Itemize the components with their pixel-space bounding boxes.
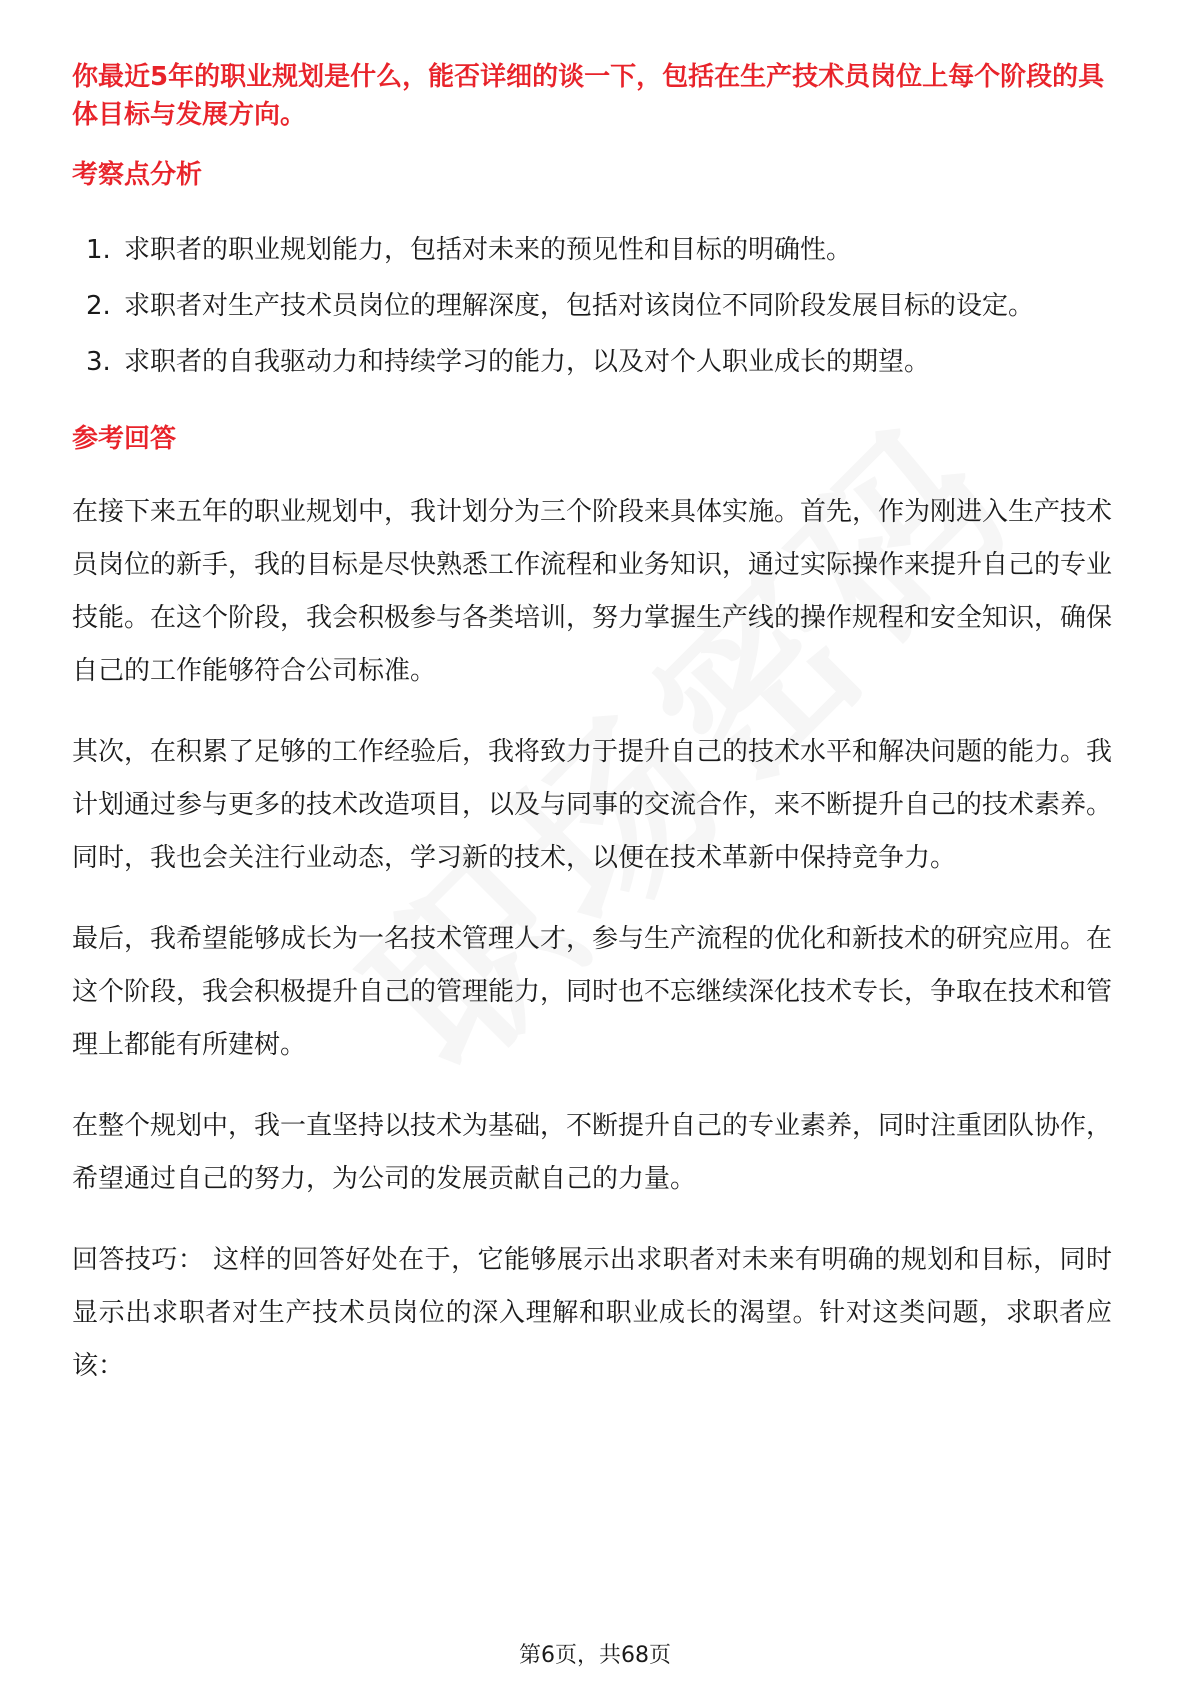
list-item-text: 求职者对生产技术员岗位的理解深度，包括对该岗位不同阶段发展目标的设定。 <box>124 291 1035 321</box>
list-item <box>72 278 1112 334</box>
list-number: 3. <box>86 347 111 377</box>
list-item-text: 求职者的职业规划能力，包括对未来的预见性和目标的明确性。 <box>124 235 853 265</box>
list-item <box>72 334 1112 390</box>
list-item-text: 求职者的自我驱动力和持续学习的能力，以及对个人职业成长的期望。 <box>124 347 931 377</box>
answer-tips-paragraph: 回答技巧： 这样的回答好处在于，它能够展示出求职者对未来有明确的规划和目标，同时显示出求职者对生产技术员岗位的深入理解和职业成长的渴望。针对这类问题，求职者应该： <box>72 1245 1112 1381</box>
question-heading: 你最近5年的职业规划是什么，能否详细的谈一下，包括在生产技术员岗位上每个阶段的具体目标与发展方向。 <box>72 62 1105 130</box>
list-item <box>72 222 1112 278</box>
answer-paragraph: 在接下来五年的职业规划中，我计划分为三个阶段来具体实施。首先，作为刚进入生产技术员岗位的新手，我的目标是尽快熟悉工作流程和业务知识，通过实际操作来提升自己的专业技能。在这个阶段，我会积极参与各类培训，努力掌握生产线的操作规程和安全知识，确保自己的工作能够符合公司标准。 <box>72 497 1113 686</box>
analysis-list <box>72 222 1112 390</box>
answer-title: 参考回答 <box>72 424 177 454</box>
analysis-title: 考察点分析 <box>72 160 203 190</box>
list-number: 2. <box>86 291 111 321</box>
document-body <box>72 58 1112 1393</box>
answer-paragraph: 最后，我希望能够成长为一名技术管理人才，参与生产流程的优化和新技术的研究应用。在这个阶段，我会积极提升自己的管理能力，同时也不忘继续深化技术专长，争取在技术和管理上都能有所建树。 <box>72 924 1113 1060</box>
list-number: 1. <box>86 235 111 265</box>
page-number: 第6页，共68页 <box>519 1643 671 1668</box>
answer-paragraph: 在整个规划中，我一直坚持以技术为基础，不断提升自己的专业素养，同时注重团队协作，希望通过自己的努力，为公司的发展贡献自己的力量。 <box>72 1111 1113 1194</box>
answer-paragraph: 其次，在积累了足够的工作经验后，我将致力于提升自己的技术水平和解决问题的能力。我计划通过参与更多的技术改造项目，以及与同事的交流合作，来不断提升自己的技术素养。同时，我也会关注行业动态，学习新的技术，以便在技术革新中保持竞争力。 <box>72 737 1113 873</box>
